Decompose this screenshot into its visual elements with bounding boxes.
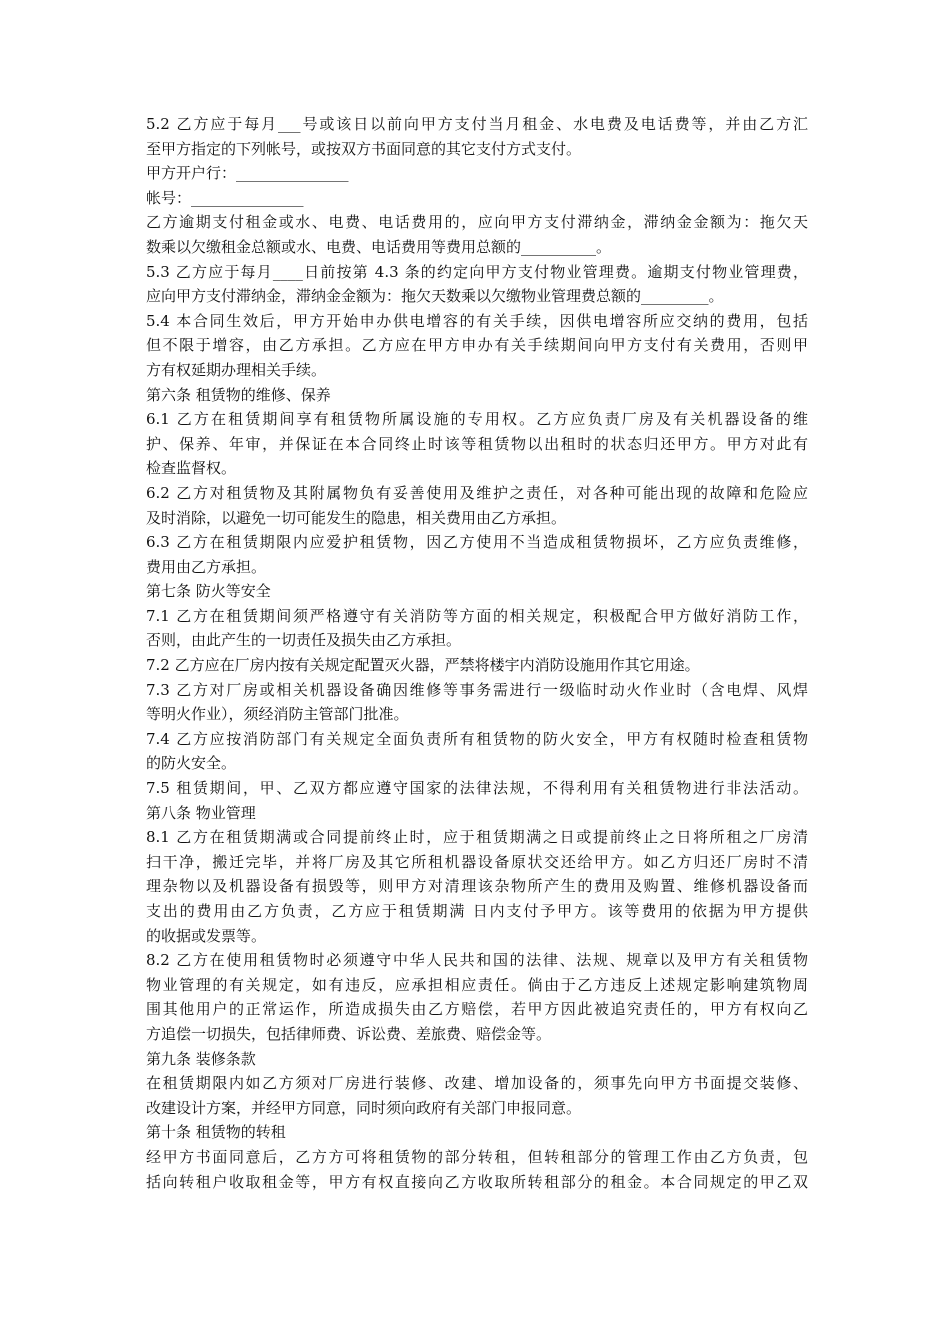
text-line: 费用由乙方承担。 — [146, 557, 267, 576]
text-line: 5.4 本合同生效后，甲方开始申办供电增容的有关手续，因供电增容所应交纳的费用，包括 — [146, 311, 808, 330]
text-line: 第八条 物业管理 — [146, 803, 256, 822]
text-line: 括向转租户收取租金等，甲方有权直接向乙方收取所转租部分的租金。本合同规定的甲乙双 — [146, 1172, 808, 1191]
text-line: 支出的费用由乙方负责，乙方应于租赁期满 日内支付予甲方。该等费用的依据为甲方提供 — [146, 902, 808, 920]
text-line: 第六条 租赁物的维修、保养 — [146, 385, 331, 404]
text-line: 数乘以欠缴租金总额或水、电费、电话费用等费用总额的__________。 — [146, 237, 612, 256]
text-line: 及时消除，以避免一切可能发生的隐患，相关费用由乙方承担。 — [146, 508, 567, 527]
text-line: 应向甲方支付滞纳金，滞纳金金额为：拖欠天数乘以欠缴物业管理费总额的_________。 — [146, 287, 724, 306]
text-line: 6.1 乙方在租赁期间享有租赁物所属设施的专用权。乙方应负责厂房及有关机器设备的维 — [146, 410, 808, 429]
text-line: 8.2 乙方在使用租赁物时必须遵守中华人民共和国的法律、法规、规章以及甲方有关租赁物 — [146, 951, 808, 970]
text-line: 5.3 乙方应于每月____日前按第 4.3 条的约定向甲方支付物业管理费。逾期支付物业管理费， — [146, 262, 808, 281]
text-line: 但不限于增容，由乙方承担。乙方应在甲方申办有关手续期间向甲方支付有关费用，否则甲 — [146, 336, 808, 355]
text-line: 7.5 租赁期间，甲、乙双方都应遵守国家的法律法规，不得利用有关租赁物进行非法活动。 — [146, 779, 808, 798]
text-line: 扫干净，搬迁完毕，并将厂房及其它所租机器设备原状交还给甲方。如乙方归还厂房时不清 — [146, 852, 808, 871]
text-line: 等明火作业），须经消防主管部门批准。 — [146, 705, 409, 724]
text-line: 第九条 装修条款 — [146, 1049, 256, 1068]
text-line: 第十条 租赁物的转租 — [146, 1123, 286, 1142]
text-line: 第七条 防火等安全 — [146, 582, 271, 601]
text-line: 甲方开户行：_______________ — [146, 164, 349, 183]
text-line: 经甲方书面同意后，乙方方可将租赁物的部分转租，但转租部分的管理工作由乙方负责，包 — [146, 1147, 808, 1166]
text-line: 方追偿一切损失，包括律师费、诉讼费、差旅费、赔偿金等。 — [146, 1024, 552, 1043]
text-line: 7.1 乙方在租赁期间须严格遵守有关消防等方面的相关规定，积极配合甲方做好消防工作， — [146, 606, 808, 625]
document-body — [146, 112, 808, 1194]
text-line: 7.4 乙方应按消防部门有关规定全面负责所有租赁物的防火安全，甲方有权随时检查租赁物 — [146, 729, 808, 748]
text-line: 方有权延期办理相关手续。 — [146, 360, 327, 379]
text-line: 帐号：_______________ — [146, 188, 304, 207]
text-line: 的收据或发票等。 — [146, 926, 267, 945]
text-line: 至甲方指定的下列帐号，或按双方书面同意的其它支付方式支付。 — [146, 139, 582, 158]
text-line: 检查监督权。 — [146, 459, 237, 478]
text-line: 在租赁期限内如乙方须对厂房进行装修、改建、增加设备的，须事先向甲方书面提交装修、 — [146, 1074, 808, 1093]
text-line: 改建设计方案，并经甲方同意，同时须向政府有关部门申报同意。 — [146, 1098, 582, 1117]
text-line: 7.2 乙方应在厂房内按有关规定配置灭火器，严禁将楼宇内消防设施用作其它用途。 — [146, 656, 700, 675]
text-line: 5.2 乙方应于每月___号或该日以前向甲方支付当月租金、水电费及电话费等，并由乙方汇 — [146, 115, 808, 133]
text-line: 围其他用户的正常运作，所造成损失由乙方赔偿，若甲方因此被追究责任的，甲方有权向乙 — [146, 1000, 808, 1019]
text-line: 护、保养、年审，并保证在本合同终止时该等租赁物以出租时的状态归还甲方。甲方对此有 — [146, 434, 808, 453]
text-line: 理杂物以及机器设备有损毁等，则甲方对清理该杂物所产生的费用及购置、维修机器设备而 — [146, 877, 808, 896]
text-line: 6.3 乙方在租赁期限内应爱护租赁物，因乙方使用不当造成租赁物损坏，乙方应负责维修， — [146, 533, 808, 552]
text-line: 的防火安全。 — [146, 754, 237, 773]
text-line: 物业管理的有关规定，如有违反，应承担相应责任。倘由于乙方违反上述规定影响建筑物周 — [146, 975, 808, 994]
text-line: 8.1 乙方在租赁期满或合同提前终止时，应于租赁期满之日或提前终止之日将所租之厂房清 — [146, 828, 808, 847]
text-line: 6.2 乙方对租赁物及其附属物负有妥善使用及维护之责任，对各种可能出现的故障和危险应 — [146, 483, 808, 502]
text-line: 7.3 乙方对厂房或相关机器设备确因维修等事务需进行一级临时动火作业时（含电焊、风焊 — [146, 680, 808, 699]
text-line: 否则，由此产生的一切责任及损失由乙方承担。 — [146, 631, 462, 650]
text-line: 乙方逾期支付租金或水、电费、电话费用的，应向甲方支付滞纳金，滞纳金金额为：拖欠天 — [146, 213, 808, 232]
